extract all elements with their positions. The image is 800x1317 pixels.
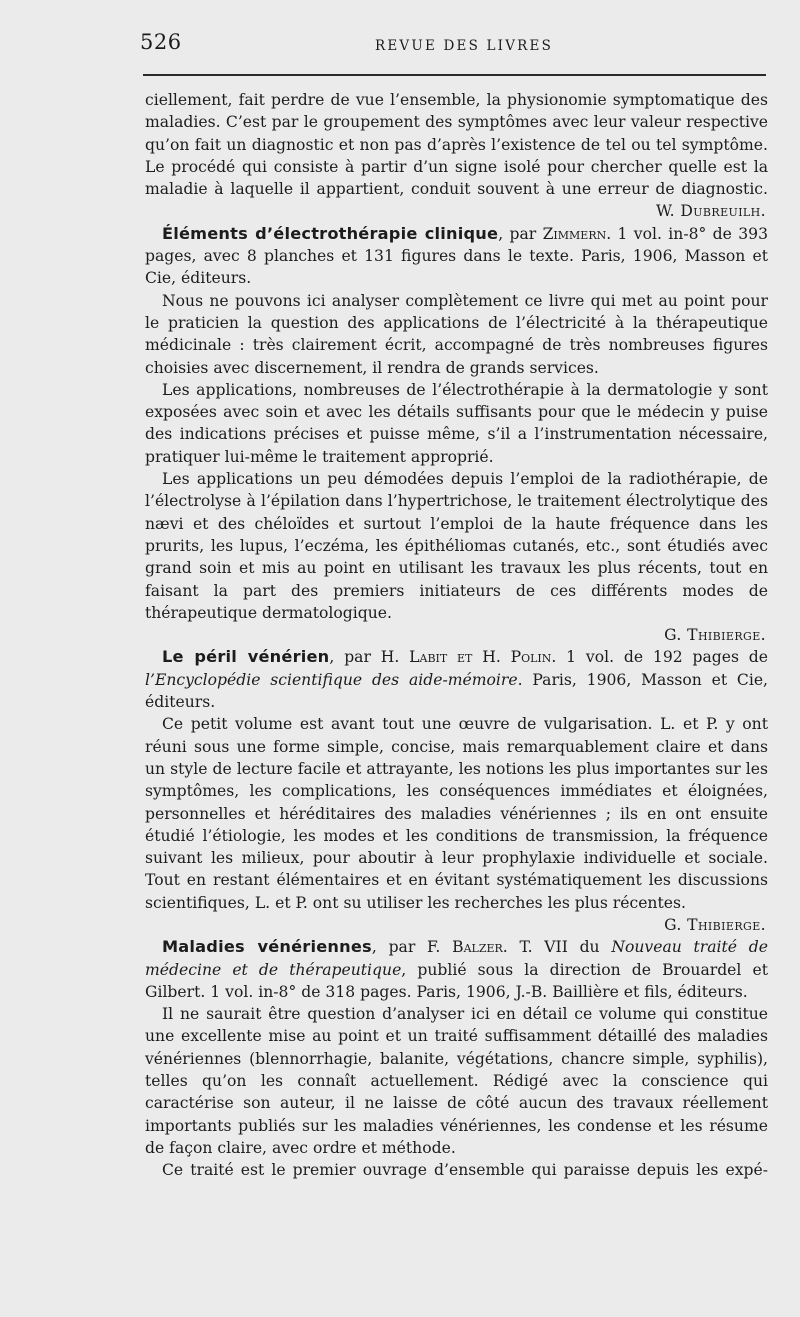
previous-review-signature-line	[145, 200, 768, 222]
reviewer-signature: G. Thibierge.	[664, 915, 766, 934]
review-heading: Le péril vénérien, par H. Labit et H. Polin. 1 vol. de 192 pages de l’Encyclopédie scientifique des aide-mémoire. Paris, 1906, Masson et Cie, éditeurs.	[145, 647, 769, 712]
review-paragraph: Ce traité est le premier ouvrage d’ensemble qui paraisse depuis les expé-	[162, 1161, 768, 1180]
book-title: Éléments d’électrothérapie clinique	[162, 223, 499, 243]
review-paragraph: Les applications, nombreuses de l’électrothérapie à la dermatologie y sont exposées avec soin et avec les détails suffisants pour que le médecin y puise des indications précises et puisse même, s’il a l’instrumentation nécessaire, pratiquer lui-même le traitement approprié.	[145, 380, 768, 466]
page-header	[140, 30, 768, 64]
review-paragraph: Nous ne pouvons ici analyser complètement ce livre qui met au point pour le praticien la question des applications de l’électricité à la thérapeutique médicinale : très clairement écrit, accompagné de très nombreuses figures choisies avec discernement, il rendra de grands services.	[145, 291, 768, 377]
previous-review-text: ciellement, fait perdre de vue l’ensemble, la physionomie symptomatique des maladies. C’est par le groupement des symptômes avec leur valeur respective qu’on fait un diagnostic et non pas d’après l’existence de tel ou tel symptôme. Le procédé qui consiste à partir d’un signe isolé pour chercher quelle est la maladie à laquelle il appartient, conduit souvent à une erreur de diagnostic.	[145, 91, 768, 199]
book-series: l’Encyclopédie scientifique des aide-mémoire	[145, 670, 518, 689]
reviewer-signature: G. Thibierge.	[664, 626, 766, 645]
review-signature-line	[145, 624, 768, 646]
page-body	[145, 89, 768, 1182]
review-paragraph: Il ne saurait être question d’analyser ici en détail ce volume qui constitue une excellente mise au point et un traité suffisamment détaillé des maladies vénériennes (blennorrhagie, balanite, végétations, chancre simple, syphilis), telles qu’on les connaît actuellement. Rédigé avec la conscience qui caractérise son auteur, il ne laisse de côté aucun des travaux réellement importants publiés sur les maladies vénériennes, les condense et les résume de façon claire, avec ordre et méthode.	[145, 1005, 768, 1157]
book-title: Maladies vénériennes	[162, 937, 372, 957]
book-bibliography: . 1 vol. in-8° de 393 pages, avec 8 planches et 131 figures dans le texte. Paris, 1906, Masson et Cie, éditeurs.	[145, 224, 768, 288]
book-authors: H. Labit et H. Polin	[380, 648, 552, 667]
review-heading: Maladies vénériennes, par F. Balzer. T. VII du Nouveau traité de médecine et de thérapeutique, publié sous la direction de Brouardel et Gilbert. 1 vol. in-8° de 318 pages. Paris, 1906, J.-B. Baillière et fils, éditeurs.	[145, 937, 769, 1001]
review-paragraph: Ce petit volume est avant tout une œuvre de vulgarisation. L. et P. y ont réuni sous une forme simple, concise, mais remarquablement claire et dans un style de lecture facile et attrayante, les notions les plus importantes sur les symptômes, les complications, les conséquences immédiates et éloignées, personnelles et héréditaires des maladies vénériennes ; ils en ont ensuite étudié l’étiologie, les modes et les conditions de transmission, la fréquence suivant les milieux, pour aboutir à leur prophylaxie individuelle et sociale. Tout en restant élémentaires et en évitant systématiquement les discussions scientifiques, L. et P. ont su utiliser les recherches les plus récentes.	[145, 715, 768, 912]
page-number: 526	[140, 30, 182, 54]
review-heading: Éléments d’électrothérapie clinique, par Zimmern. 1 vol. in-8° de 393 pages, avec 8 planches et 131 figures dans le texte. Paris, 1906, Masson et Cie, éditeurs.	[145, 223, 768, 288]
book-author: Balzer	[452, 938, 503, 957]
review-paragraph: Les applications un peu démodées depuis l’emploi de la radiothérapie, de l’électrolyse à l’épilation dans l’hypertrichose, le traitement électrolytique des nævi et des chéloïdes et surtout l’emploi de la haute fréquence dans les prurits, les lupus, l’eczéma, les épithéliomas cutanés, etc., sont étudiés avec grand soin et mis au point en utilisant les travaux les plus récents, tout en faisant la part des premiers initiateurs de ces différents modes de thérapeutique dermatologique.	[145, 470, 768, 622]
previous-review	[145, 89, 768, 200]
book-author: Zimmern	[542, 224, 607, 243]
review-signature-line	[145, 914, 768, 936]
reviewer-signature: W. Dubreuilh.	[655, 202, 766, 221]
book-title: Le péril vénérien	[162, 647, 330, 667]
header-rule	[143, 74, 766, 76]
book-series: Nouveau traité de médecine et de thérapeutique	[145, 938, 768, 979]
running-head: REVUE DES LIVRES	[375, 38, 554, 54]
